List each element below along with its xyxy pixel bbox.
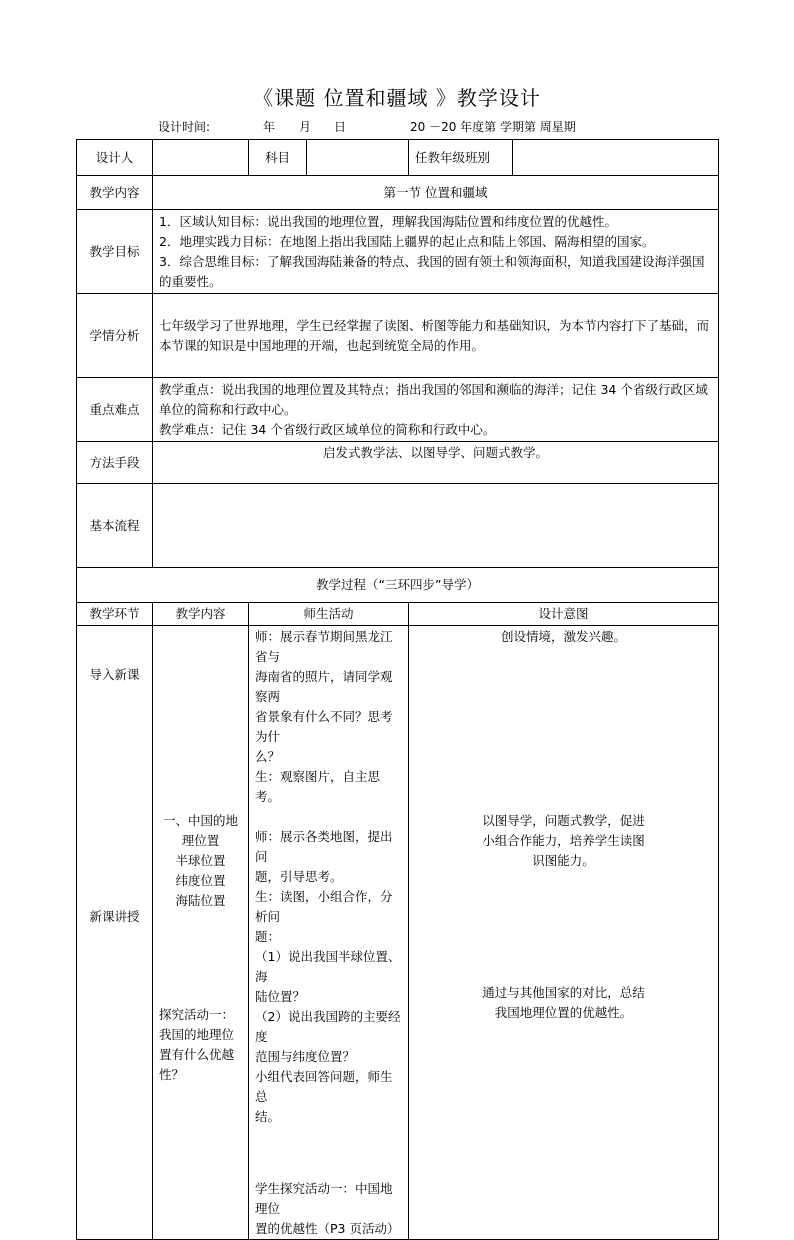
activity-line: 范围与纬度位置？ (255, 1049, 356, 1064)
grade-value (513, 140, 719, 176)
difficult-point-text: 教学难点：记住 34 个省级行政区域单位的简称和行政中心。 (159, 421, 496, 437)
intent-line: 识图能力。 (532, 853, 595, 868)
content-item: 海陆位置 (175, 893, 226, 908)
activity-line: 师：展示春节期间黑龙江省与 (255, 629, 393, 664)
activity-line: （2）说出我国跨的主要经度 (255, 1009, 401, 1044)
flow-row (77, 484, 719, 568)
key-points-label: 重点难点 (77, 378, 153, 442)
intent-cell (409, 626, 719, 1240)
header-activity: 师生活动 (249, 603, 409, 626)
methods-label: 方法手段 (77, 442, 153, 484)
designer-label: 设计人 (77, 140, 153, 176)
header-intent: 设计意图 (409, 603, 719, 626)
content-value: 第一节 位置和疆域 (153, 176, 719, 210)
activity-line: 小组代表回答问题，师生总 (255, 1069, 393, 1104)
activity-line: 题，引导思考。 (255, 869, 343, 884)
designer-value (153, 140, 249, 176)
lesson-plan-table (76, 139, 719, 1240)
content-cell (153, 626, 249, 1240)
key-points-cell (153, 378, 719, 442)
goals-row (77, 210, 719, 294)
subject-label: 科目 (249, 140, 307, 176)
activity-line: 海南省的照片，请同学观察两 (255, 669, 393, 704)
stage-intro: 导入新课 (89, 667, 140, 682)
day-label: 日 (334, 120, 347, 134)
content-item: 半球位置 (175, 853, 226, 868)
page-title: 《课题 位置和疆域 》教学设计 (253, 86, 541, 110)
activity-line: 么？ (255, 749, 281, 764)
key-points-row (77, 378, 719, 442)
content-heading: 一、中国的地理位置 (162, 813, 238, 848)
activity-line: 学生探究活动一：中国地理位 (255, 1181, 393, 1216)
goal-item: 3．综合思维目标：了解我国海陆兼备的特点、我国的固有领土和领海面积，知道我国建设海洋强国的重要性。 (159, 253, 705, 289)
activity-line: 生：读图，小组合作，分析问 (255, 889, 393, 924)
process-title-row (77, 568, 719, 603)
analysis-label: 学情分析 (77, 294, 153, 378)
content-row (77, 176, 719, 210)
process-title: 教学过程（“三环四步”导学） (77, 568, 719, 603)
process-header-row (77, 603, 719, 626)
intent-line: 以图导学，问题式教学，促进 (482, 813, 645, 828)
grade-label: 任教年级班别 (409, 140, 513, 176)
methods-row (77, 442, 719, 484)
intent-line: 通过与其他国家的对比，总结 (482, 985, 645, 1000)
content-item: 纬度位置 (175, 873, 226, 888)
year-label: 年 (263, 120, 276, 134)
stage-cell (77, 626, 153, 1240)
intent-text: 创设情境，激发兴趣。 (500, 629, 626, 644)
activity-line: 题： (255, 929, 281, 944)
analysis-row (77, 294, 719, 378)
goal-item: 1．区域认知目标：说出我国的地理位置，理解我国海陆位置和纬度位置的优越性。 (159, 213, 617, 229)
activity-line: 师：展示各类地图，提出问 (255, 829, 393, 864)
activity-cell (249, 626, 409, 1240)
activity-line: 结。 (255, 1109, 281, 1124)
content-label: 教学内容 (77, 176, 153, 210)
activity-line: 陆位置？ (255, 989, 306, 1004)
goal-item: 2．地理实践力目标：在地图上指出我国陆上疆界的起止点和陆上邻国、隔海相望的国家。 (159, 233, 655, 249)
activity-line: 省景象有什么不同？思考为什 (255, 709, 393, 744)
activity-line: 生：观察图片，自主思考。 (255, 769, 381, 804)
intent-line: 我国地理位置的优越性。 (494, 1005, 633, 1020)
info-row (77, 140, 719, 176)
analysis-text: 七年级学习了世界地理，学生已经掌握了读图、析图等能力和基础知识，为本节内容打下了基础，而本节课的知识是中国地理的开端，也起到统览全局的作用。 (153, 294, 719, 378)
activity-line: （1）说出我国半球位置、海 (255, 949, 401, 984)
month-label: 月 (299, 120, 312, 134)
activity-line: 置的优越性（P3 页活动） (255, 1221, 400, 1236)
design-time-label: 设计时间: (158, 120, 211, 134)
flow-value (153, 484, 719, 568)
goals-cell (153, 210, 719, 294)
flow-label: 基本流程 (77, 484, 153, 568)
intent-line: 小组合作能力，培养学生读图 (482, 833, 645, 848)
subject-value (307, 140, 409, 176)
stage-new-lesson: 新课讲授 (89, 909, 140, 924)
methods-value: 启发式教学法、以图导学、问题式教学。 (153, 442, 719, 484)
key-point-text: 教学重点：说出我国的地理位置及其特点；指出我国的邻国和濒临的海洋；记住 34 个省级行政区域单位的简称和行政中心。 (159, 381, 708, 417)
goals-label: 教学目标 (77, 210, 153, 294)
term-line: 20 －20 年度第 学期第 周星期 (410, 120, 576, 134)
process-body-row (77, 626, 719, 1240)
header-stage: 教学环节 (77, 603, 153, 626)
content-activity: 探究活动一：我国的地理位置有什么优越性？ (159, 1007, 235, 1082)
header-content: 教学内容 (153, 603, 249, 626)
